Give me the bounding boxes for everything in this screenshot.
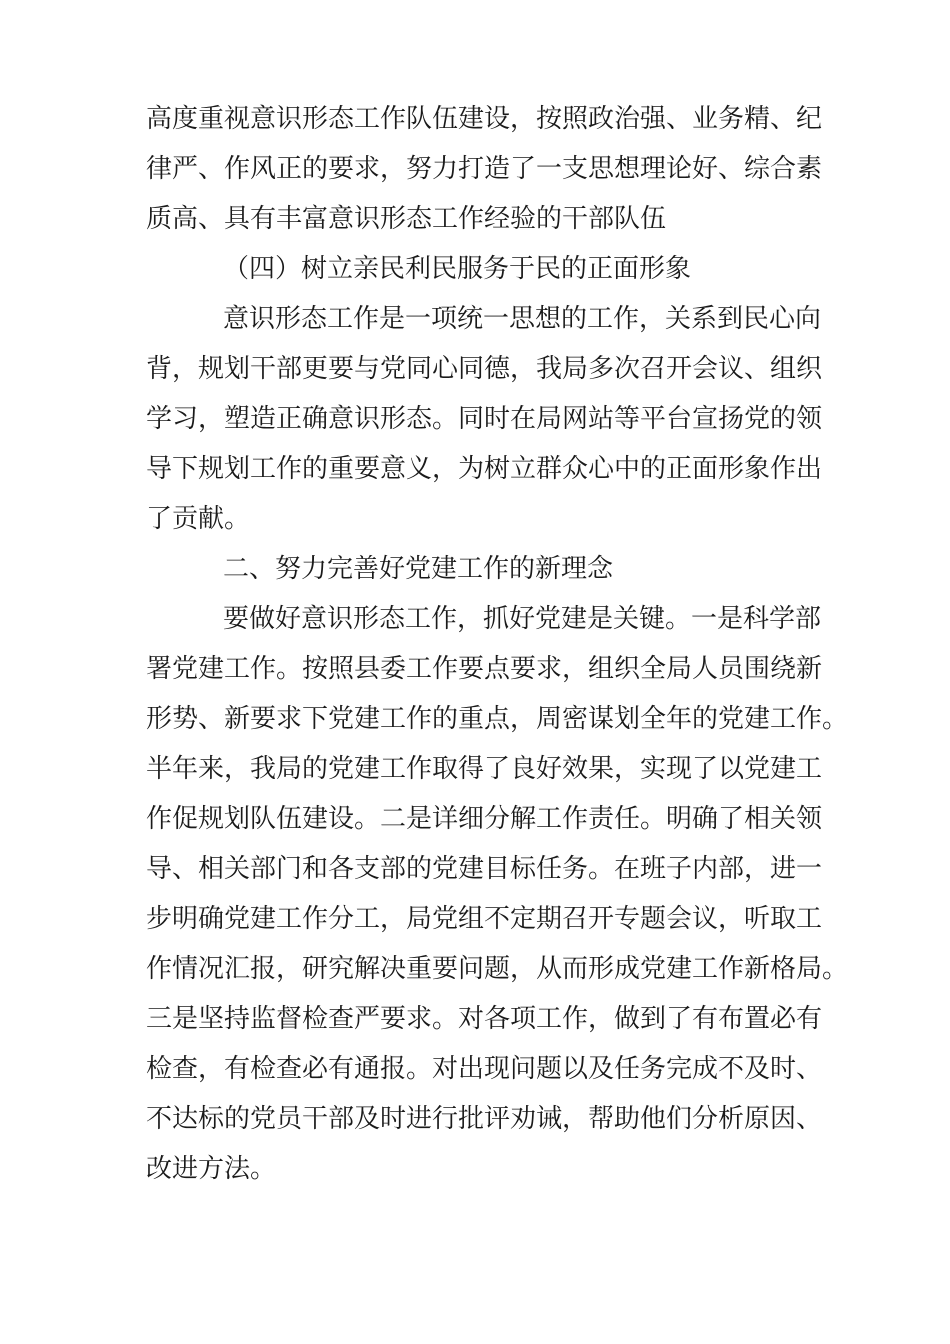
paragraph-line: 背，规划干部更要与党同心同德，我局多次召开会议、组织 (146, 354, 823, 384)
paragraph-line: 律严、作风正的要求，努力打造了一支思想理论好、综合素 (146, 154, 823, 184)
paragraph-line: 步明确党建工作分工，局党组不定期召开专题会议，听取工 (146, 904, 823, 934)
paragraph-line: 作情况汇报，研究解决重要问题，从而形成党建工作新格局。 (146, 954, 849, 984)
paragraph-line: 形势、新要求下党建工作的重点，周密谋划全年的党建工作。 (146, 704, 849, 734)
paragraph-line: 导、相关部门和各支部的党建目标任务。在班子内部，进一 (146, 854, 823, 884)
paragraph-line: 署党建工作。按照县委工作要点要求，组织全局人员围绕新 (146, 654, 823, 684)
section-heading: 二、努力完善好党建工作的新理念 (223, 554, 614, 584)
paragraph-line: 检查，有检查必有通报。对出现问题以及任务完成不及时、 (146, 1054, 823, 1084)
paragraph-line: 不达标的党员干部及时进行批评劝诫，帮助他们分析原因、 (146, 1104, 823, 1134)
paragraph-line: 高度重视意识形态工作队伍建设，按照政治强、业务精、纪 (146, 104, 823, 134)
paragraph-line: 作促规划队伍建设。二是详细分解工作责任。明确了相关领 (146, 804, 823, 834)
section-heading: （四）树立亲民利民服务于民的正面形象 (223, 254, 692, 284)
paragraph-line: 改进方法。 (146, 1154, 277, 1184)
paragraph-line: 质高、具有丰富意识形态工作经验的干部队伍 (146, 204, 667, 234)
paragraph-line: 意识形态工作是一项统一思想的工作，关系到民心向 (223, 304, 822, 334)
paragraph-line: 学习，塑造正确意识形态。同时在局网站等平台宣扬党的领 (146, 404, 823, 434)
paragraph-line: 要做好意识形态工作，抓好党建是关键。一是科学部 (223, 604, 822, 634)
paragraph-line: 导下规划工作的重要意义，为树立群众心中的正面形象作出 (146, 454, 823, 484)
paragraph-line: 三是坚持监督检查严要求。对各项工作，做到了有布置必有 (146, 1004, 823, 1034)
paragraph-line: 了贡献。 (146, 504, 251, 534)
paragraph-line: 半年来，我局的党建工作取得了良好效果，实现了以党建工 (146, 754, 823, 784)
